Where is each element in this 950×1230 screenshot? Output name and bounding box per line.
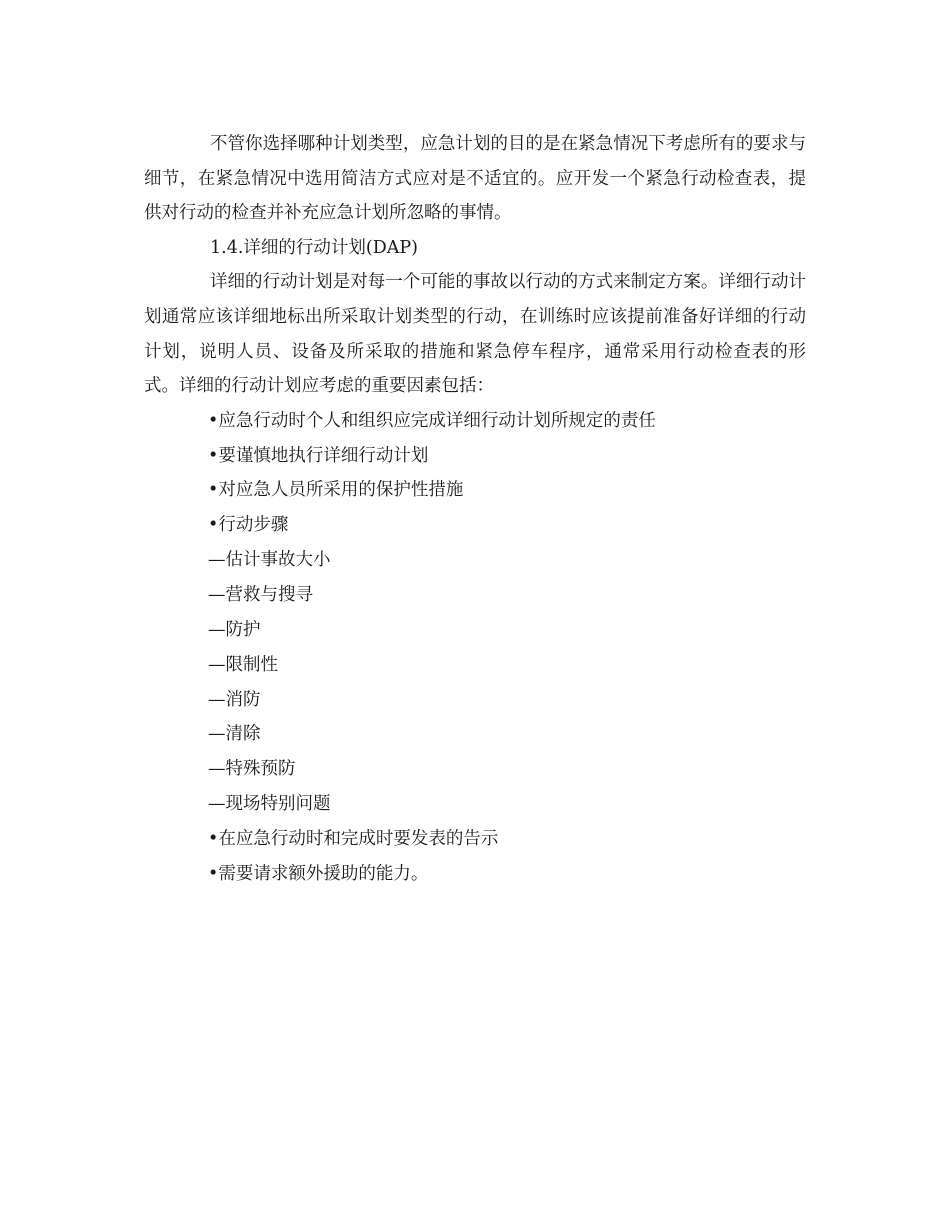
- list-item: •对应急人员所采用的保护性措施: [208, 480, 464, 501]
- paragraph-intro: 不管你选择哪种计划类型，应急计划的目的是在紧急情况下考虑所有的要求与细节，在紧急情况中选用简洁方式应对是不适宜的。应开发一个紧急行动检查表，提供对行动的检查并补充应急计划所忽略的事情。: [144, 134, 806, 224]
- list-item: •行动步骤: [208, 515, 289, 536]
- section-heading: 1.4.详细的行动计划(DAP): [210, 237, 418, 258]
- list-item: •需要请求额外援助的能力。: [208, 863, 429, 884]
- list-item: —估计事故大小: [208, 550, 331, 571]
- list-item: •在应急行动时和完成时要发表的告示: [208, 828, 499, 849]
- paragraph-dap: 详细的行动计划是对每一个可能的事故以行动的方式来制定方案。详细行动计划通常应该详细地标出所采取计划类型的行动，在训练时应该提前准备好详细的行动计划，说明人员、设备及所采取的措施和紧急停车程序，通常采用行动检查表的形式。详细的行动计划应考虑的重要因素包括：: [144, 272, 806, 397]
- list-item: —清除: [208, 724, 261, 745]
- list-item: —特殊预防: [208, 759, 296, 780]
- document-body: [144, 127, 806, 892]
- factor-list: [144, 404, 806, 892]
- list-item: •要谨慎地执行详细行动计划: [208, 445, 429, 466]
- list-item: —防护: [208, 619, 261, 640]
- list-item: —营救与搜寻: [208, 584, 313, 605]
- list-item: —消防: [208, 689, 261, 710]
- list-item: —现场特别问题: [208, 794, 331, 815]
- list-item: •应急行动时个人和组织应完成详细行动计划所规定的责任: [208, 410, 656, 431]
- list-item: —限制性: [208, 654, 278, 675]
